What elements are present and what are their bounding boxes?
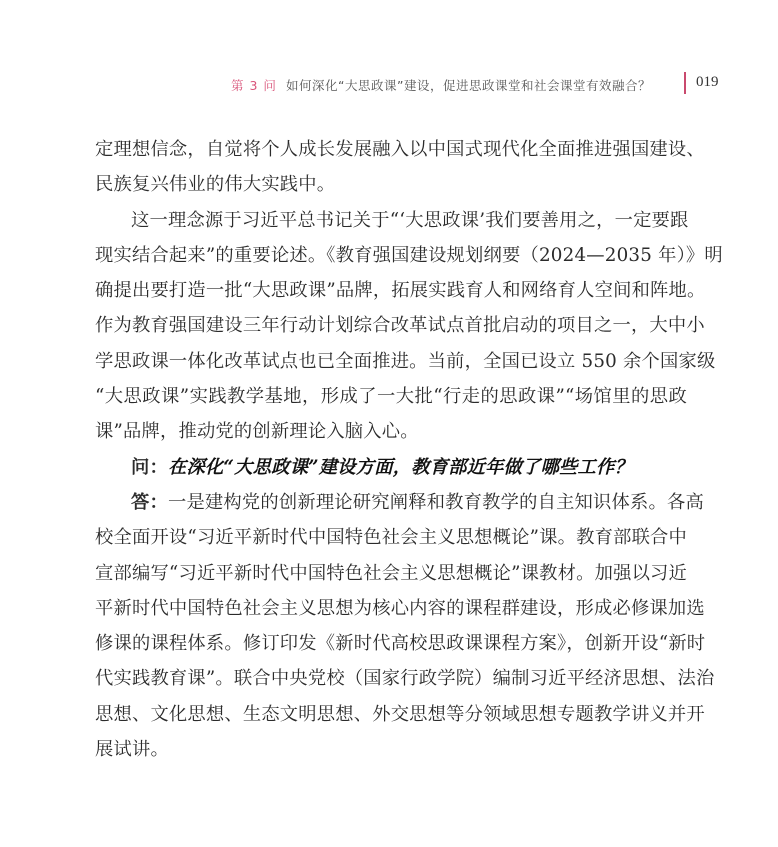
body-text xyxy=(95,132,723,767)
text-line: 宣部编写“习近平新时代中国特色社会主义思想概论”课教材。加强以习近 xyxy=(95,562,688,584)
text-line: 定理想信念，自觉将个人成长发展融入以中国式现代化全面推进强国建设、 xyxy=(95,139,705,160)
text-line: 这一理念源于习近平总书记关于“‘大思政课’我们要善用之，一定要跟 xyxy=(131,209,689,231)
text-line: 思想、文化思想、生态文明思想、外交思想等分领域思想专题教学讲义并开 xyxy=(95,703,705,725)
running-header xyxy=(0,72,778,96)
text-line: 确提出要打造一批“大思政课”品牌，拓展实践育人和网络育人空间和阵地。 xyxy=(95,280,706,302)
chapter-label: 第 3 问 xyxy=(231,78,277,93)
text-line: 作为教育强国建设三年行动计划综合改革试点首批启动的项目之一，大中小 xyxy=(95,315,705,337)
text-line: 学思政课一体化改革试点也已全面推进。当前，全国已设立 550 余个国家级 xyxy=(95,350,716,372)
text-line: 代实践教育课”。联合中央党校（国家行政学院）编制习近平经济思想、法治 xyxy=(95,668,715,690)
text-line: 现实结合起来”的重要论述。《教育强国建设规划纲要（2024—2035 年）》明 xyxy=(95,244,723,266)
text-line: “大思政课”实践教学基地，形成了一大批“行走的思政课”“场馆里的思政 xyxy=(95,386,687,408)
question-line xyxy=(95,450,687,485)
text-line: 民族复兴伟业的伟大实践中。 xyxy=(95,174,336,196)
text-line: 校全面开设“习近平新时代中国特色社会主义思想概论”课。教育部联合中 xyxy=(95,527,688,549)
text-line: 课”品牌，推动党的创新理论入脑入心。 xyxy=(95,421,419,443)
page-number: 019 xyxy=(696,74,719,90)
chapter-title: 如何深化“大思政课”建设，促进思政课堂和社会课堂有效融合？ xyxy=(286,78,651,93)
answer-label: 答： xyxy=(131,491,168,513)
answer-first-line xyxy=(95,485,704,520)
question-text: 在深化“大思政课”建设方面，教育部近年做了哪些工作？ xyxy=(167,456,633,478)
text-line: 修课的课程体系。修订印发《新时代高校思政课课程方案》，创新开设“新时 xyxy=(95,633,706,655)
text-line: 平新时代中国特色社会主义思想为核心内容的课程群建设，形成必修课加选 xyxy=(95,597,705,619)
answer-text: 一是建构党的创新理论研究阐释和教育教学的自主知识体系。各高 xyxy=(167,491,704,513)
question-label: 问： xyxy=(131,456,168,478)
text-line: 展试讲。 xyxy=(95,739,169,761)
header-divider xyxy=(684,72,686,94)
